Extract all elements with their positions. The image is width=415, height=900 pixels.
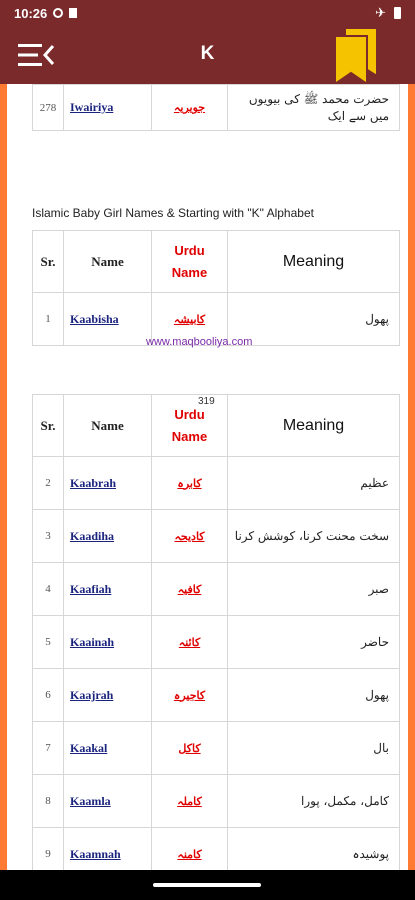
- cell-urdu-link[interactable]: کادیحہ: [152, 510, 228, 563]
- table-row: [33, 457, 400, 510]
- cell-urdu-link[interactable]: جویریہ: [152, 85, 228, 131]
- cell-name-link[interactable]: Kaabrah: [64, 457, 152, 510]
- table-row: [33, 722, 400, 775]
- home-gesture-handle[interactable]: [153, 883, 261, 887]
- section-heading: Islamic Baby Girl Names & Starting with "K" Alphabet: [32, 206, 314, 220]
- table-header-row: [33, 395, 400, 457]
- table-row: [33, 85, 400, 131]
- cell-sr: 3: [33, 510, 64, 563]
- table-header-row: [33, 231, 400, 293]
- cell-urdu-link[interactable]: کاکل: [152, 722, 228, 775]
- names-table-1: [32, 230, 400, 346]
- table-row: [33, 775, 400, 828]
- cell-urdu-link[interactable]: کاملہ: [152, 775, 228, 828]
- cell-meaning: کامل، مکمل، پورا: [228, 775, 400, 828]
- header-urdu-line1: Urdu: [174, 406, 205, 422]
- cell-name-link[interactable]: Kaadiha: [64, 510, 152, 563]
- cell-name-link[interactable]: Iwairiya: [64, 85, 152, 131]
- cell-sr: 8: [33, 775, 64, 828]
- cell-urdu-link[interactable]: کابرہ: [152, 457, 228, 510]
- previous-table: [32, 84, 400, 131]
- cell-name-link[interactable]: Kaainah: [64, 616, 152, 669]
- cell-meaning: حضرت محمد ﷺ کی بیویوں میں سے ایک: [228, 85, 400, 131]
- header-sr: Sr.: [33, 395, 64, 457]
- page-number: 319: [198, 396, 215, 407]
- table-row: [33, 563, 400, 616]
- header-sr: Sr.: [33, 231, 64, 293]
- header-meaning: Meaning: [228, 395, 400, 457]
- header-urdu: [152, 395, 228, 457]
- status-time: 10:26: [14, 5, 48, 21]
- system-nav-bar: [0, 870, 415, 900]
- cell-meaning: بال: [228, 722, 400, 775]
- cell-name-link[interactable]: Kaajrah: [64, 669, 152, 722]
- header-urdu: [152, 231, 228, 293]
- cell-sr: 6: [33, 669, 64, 722]
- status-bar: [0, 0, 415, 26]
- cell-urdu-link[interactable]: کابیشہ: [152, 293, 228, 346]
- cell-meaning: سخت محنت کرنا، کوشش کرنا: [228, 510, 400, 563]
- cell-name-link[interactable]: Kaafiah: [64, 563, 152, 616]
- cell-meaning: صبر: [228, 563, 400, 616]
- cell-sr: 5: [33, 616, 64, 669]
- names-table-2: [32, 394, 400, 870]
- cell-urdu-link[interactable]: کاجیرہ: [152, 669, 228, 722]
- cell-name-link[interactable]: Kaabisha: [64, 293, 152, 346]
- cell-sr: 4: [33, 563, 64, 616]
- header-urdu-line2: Name: [171, 264, 208, 280]
- cell-name-link[interactable]: Kaakal: [64, 722, 152, 775]
- sd-card-icon: [69, 8, 77, 18]
- cell-name-link[interactable]: Kaamnah: [64, 828, 152, 871]
- cell-urdu-link[interactable]: کافیہ: [152, 563, 228, 616]
- header-name: Name: [64, 395, 152, 457]
- cell-meaning: عظیم: [228, 457, 400, 510]
- notification-icon: [53, 8, 63, 18]
- header-urdu-line1: Urdu: [174, 242, 205, 258]
- cell-sr: 278: [33, 85, 64, 131]
- cell-name-link[interactable]: Kaamla: [64, 775, 152, 828]
- header-meaning: Meaning: [228, 231, 400, 293]
- cell-meaning: پوشیدہ: [228, 828, 400, 871]
- cell-sr: 2: [33, 457, 64, 510]
- cell-urdu-link[interactable]: کامنہ: [152, 828, 228, 871]
- table-row: [33, 510, 400, 563]
- table-row: [33, 828, 400, 871]
- battery-icon: [394, 7, 401, 19]
- header-urdu-line2: Name: [171, 428, 208, 444]
- app-bar: [0, 26, 415, 84]
- watermark-url: www.maqbooliya.com: [146, 336, 253, 348]
- page-title: K: [200, 43, 215, 64]
- cell-meaning: پھول: [228, 293, 400, 346]
- cell-urdu-link[interactable]: کائنہ: [152, 616, 228, 669]
- cell-meaning: حاضر: [228, 616, 400, 669]
- cell-sr: 9: [33, 828, 64, 871]
- table-row: [33, 616, 400, 669]
- header-name: Name: [64, 231, 152, 293]
- bookmarks-icon[interactable]: [331, 26, 379, 84]
- cell-meaning: پھول: [228, 669, 400, 722]
- cell-sr: 7: [33, 722, 64, 775]
- content-area[interactable]: [0, 84, 415, 870]
- table-row: [33, 669, 400, 722]
- cell-sr: 1: [33, 293, 64, 346]
- airplane-mode-icon: ✈: [375, 5, 386, 20]
